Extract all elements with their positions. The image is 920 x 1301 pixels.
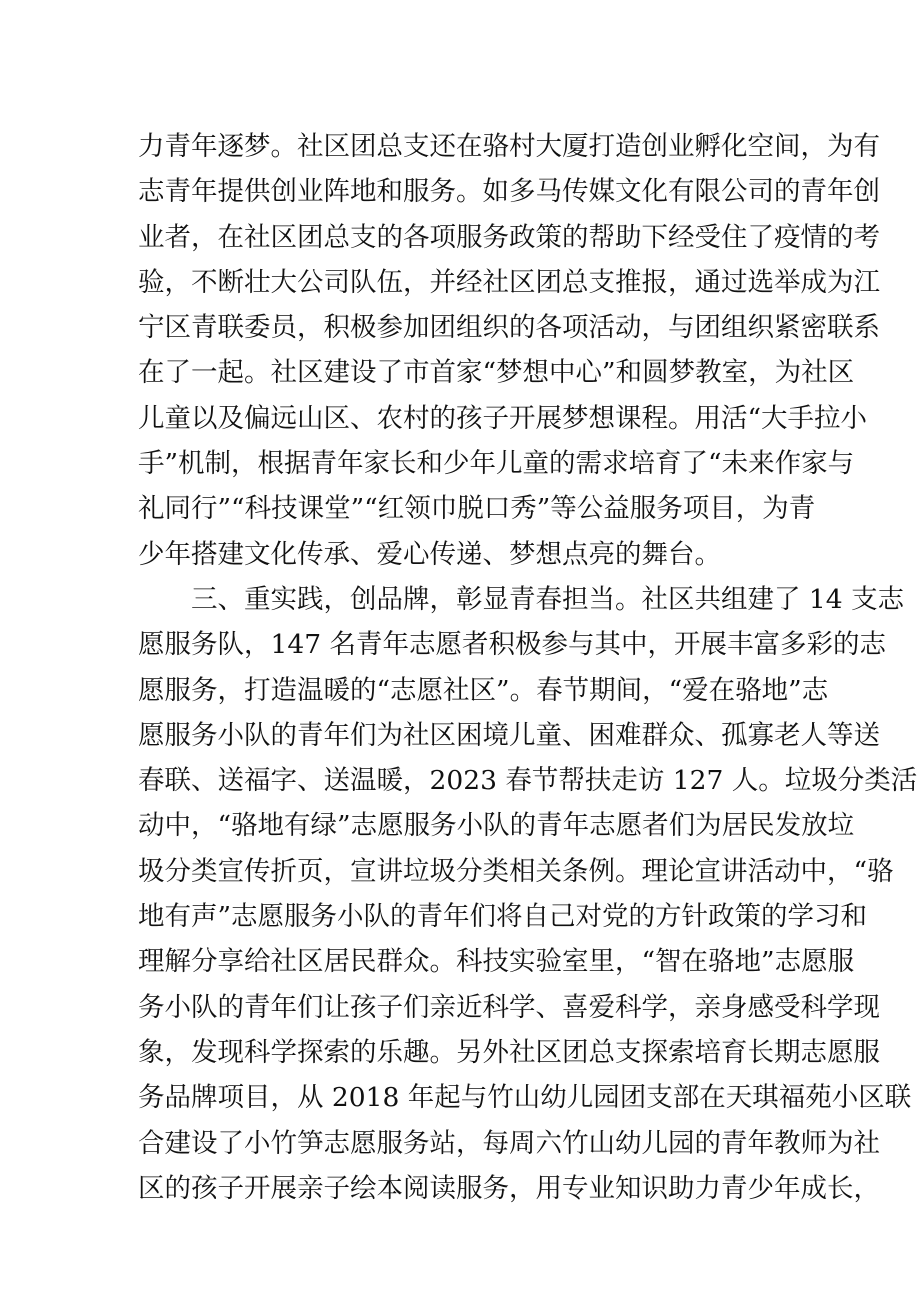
- text-line: 象，发现科学探索的乐趣。另外社区团总支探索培育长期志愿服: [138, 1036, 880, 1068]
- text-line: 宁区青联委员，积极参加团组织的各项活动，与团组织紧密联系: [138, 312, 880, 344]
- text-line: 务品牌项目，从 2018 年起与竹山幼儿园团支部在天琪福苑小区联: [138, 1082, 912, 1114]
- text-line: 志青年提供创业阵地和服务。如多马传媒文化有限公司的青年创: [138, 176, 880, 208]
- text-line: 动中，“骆地有绿”志愿服务小队的青年志愿者们为居民发放垃: [138, 810, 855, 842]
- text-line: 儿童以及偏远山区、农村的孩子开展梦想课程。用活“大手拉小: [138, 402, 868, 434]
- text-line: 礼同行”“科技课堂”“红领巾脱口秀”等公益服务项目，为青: [138, 493, 816, 525]
- text-line: 理解分享给社区居民群众。科技实验室里，“智在骆地”志愿服: [138, 946, 855, 978]
- text-line: 愿服务队，147 名青年志愿者积极参与其中，开展丰富多彩的志: [138, 629, 887, 661]
- text-line: 地有声”志愿服务小队的青年们将自己对党的方针政策的学习和: [138, 901, 868, 933]
- section-heading-line: 三、重实践，创品牌，彰显青春担当。社区共组建了 14 支志: [191, 583, 905, 615]
- text-line: 圾分类宣传折页，宣讲垃圾分类相关条例。理论宣讲活动中，“骆: [138, 855, 894, 887]
- text-line: 力青年逐梦。社区团总支还在骆村大厦打造创业孵化空间，为有: [138, 131, 880, 162]
- text-line: 区的孩子开展亲子绘本阅读服务，用专业知识助力青少年成长，: [138, 1172, 880, 1204]
- text-line: 合建设了小竹笋志愿服务站，每周六竹山幼儿园的青年教师为社: [138, 1127, 880, 1159]
- text-line: 验，不断壮大公司队伍，并经社区团总支推报，通过选举成为江: [138, 266, 880, 298]
- text-line: 务小队的青年们让孩子们亲近科学、喜爱科学，亲身感受科学现: [138, 991, 880, 1023]
- text-line: 愿服务，打造温暖的“志愿社区”。春节期间，“爱在骆地”志: [138, 674, 829, 706]
- text-line: 在了一起。社区建设了市首家“梦想中心”和圆梦教室，为社区: [138, 357, 855, 389]
- text-line: 少年搭建文化传承、爱心传递、梦想点亮的舞台。: [138, 538, 721, 570]
- text-line: 业者，在社区团总支的各项服务政策的帮助下经受住了疫情的考: [138, 221, 880, 253]
- text-line: 愿服务小队的青年们为社区困境儿童、困难群众、孤寡老人等送: [138, 719, 880, 751]
- body-text: [138, 124, 918, 1211]
- text-line: 手”机制，根据青年家长和少年儿童的需求培育了“未来作家与: [138, 448, 855, 480]
- text-line: 春联、送福字、送温暖，2023 春节帮扶走访 127 人。垃圾分类活: [138, 765, 918, 797]
